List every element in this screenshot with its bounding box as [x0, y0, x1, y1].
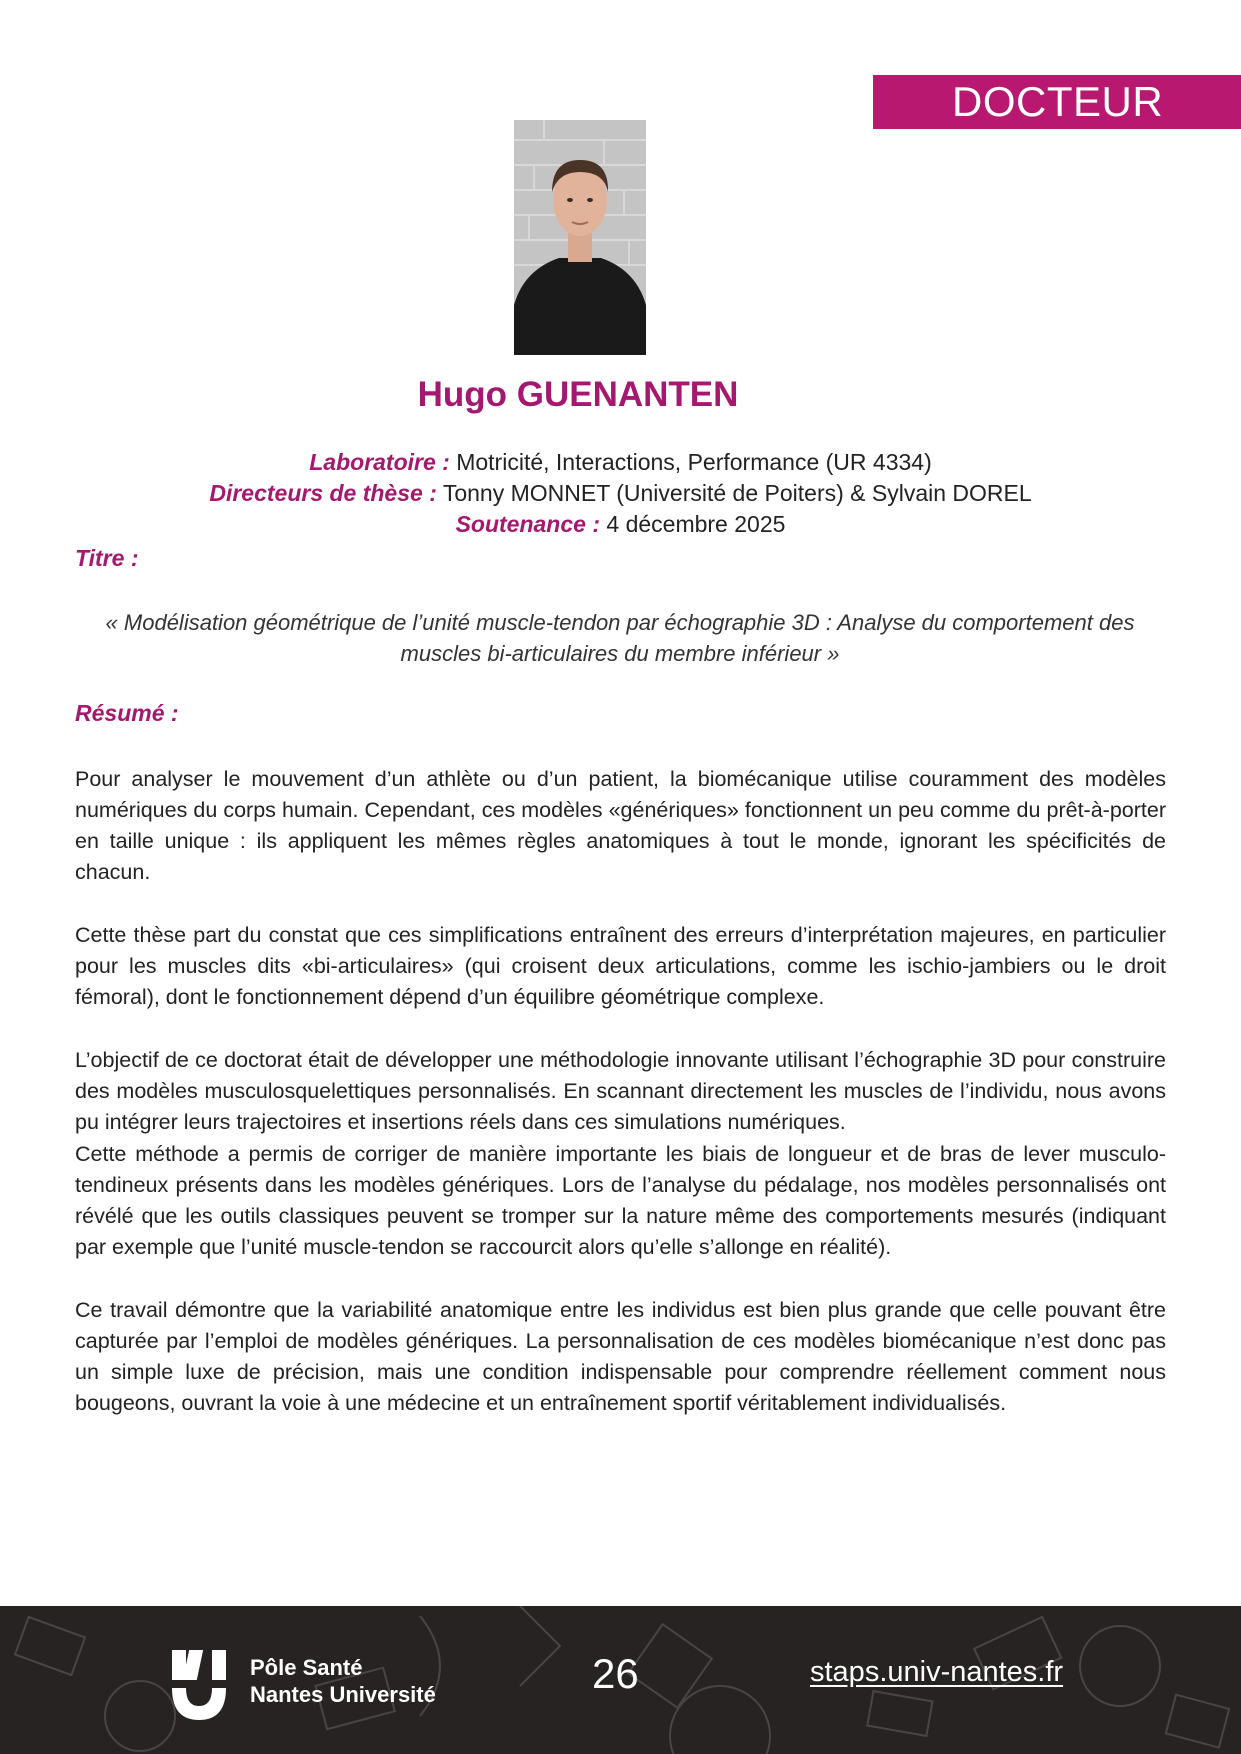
resume-label: Résumé :: [75, 700, 179, 726]
website-link[interactable]: staps.univ-nantes.fr: [810, 1656, 1064, 1688]
resume-paragraph-3: L’objectif de ce doctorat était de développer une méthodologie innovante utilisant l’échographie 3D pour construire des modèles musculosquelettiques personnalisés. En scannant directement les muscles de l’individu, nous avons pu intégrer leurs trajectoires et insertions réels dans ces simulations numériques.: [75, 1048, 1166, 1134]
brand-line-1: Pôle Santé: [250, 1655, 363, 1680]
laboratoire-label: Laboratoire :: [309, 449, 450, 475]
laboratoire-line: [0, 447, 1241, 478]
resume-paragraph-2: Cette thèse part du constat que ces simplifications entraînent des erreurs d’interprétation majeures, en particulier pour les muscles dits «bi-articulaires» (qui croisent deux articulations, comme les ischio-jambiers ou le droit fémoral), dont le fonctionnement dépend d’un équilibre géométrique complexe.: [75, 923, 1166, 1009]
laboratoire-value: Motricité, Interactions, Performance (UR 4334): [456, 449, 932, 475]
footer-brand: [250, 1654, 436, 1708]
page-number: 26: [592, 1650, 639, 1697]
thesis-title: « Modélisation géométrique de l’unité muscle-tendon par échographie 3D : Analyse du comportement des muscles bi-articulaires du membre inférieur »: [105, 610, 1135, 666]
resume-paragraph-5: Ce travail démontre que la variabilité anatomique entre les individus est bien plus grande que celle pouvant être capturée par l’emploi de modèles génériques. La personnalisation de ces modèles biomécanique n’est donc pas un simple luxe de précision, mais une condition indispensable pour comprendre réellement comment nous bougeons, ouvrant la voie à une médecine et un entraînement sportif véritablement individualisés.: [75, 1298, 1166, 1415]
resume-paragraph-4: Cette méthode a permis de corriger de manière importante les biais de longueur et de bras de lever musculo-tendineux présents dans les modèles génériques. Lors de l’analyse du pédalage, nos modèles personnalisés ont révélé que les outils classiques peuvent se tromper sur la nature même des comportements mesurés (indiquant par exemple que l’unité muscle-tendon se raccourcit alors qu’elle s’allonge en réalité).: [75, 1142, 1166, 1259]
portrait-illustration: [514, 120, 646, 355]
directeurs-line: [0, 478, 1241, 509]
nantes-universite-logo-icon: [168, 1646, 230, 1721]
portrait-photo: [514, 120, 646, 355]
resume-paragraph-1: Pour analyser le mouvement d’un athlète ou d’un patient, la biomécanique utilise couramment des modèles numériques du corps humain. Cependant, ces modèles «génériques» fonctionnent un peu comme du prêt-à-porter en taille unique : ils appliquent les mêmes règles anatomiques à tout le monde, ignorant les spécificités de chacun.: [75, 767, 1166, 884]
soutenance-label: Soutenance :: [455, 511, 600, 537]
titre-label: Titre :: [75, 545, 139, 571]
directeurs-value: Tonny MONNET (Université de Poiters) & Sylvain DOREL: [442, 480, 1032, 506]
candidate-name: Hugo GUENANTEN: [417, 375, 739, 414]
doctor-badge: DOCTEUR: [873, 75, 1241, 129]
soutenance-line: [0, 509, 1241, 540]
footer: [0, 1606, 1241, 1754]
directeurs-label: Directeurs de thèse :: [209, 480, 437, 506]
brand-line-2: Nantes Université: [250, 1682, 436, 1707]
soutenance-value: 4 décembre 2025: [606, 511, 786, 537]
